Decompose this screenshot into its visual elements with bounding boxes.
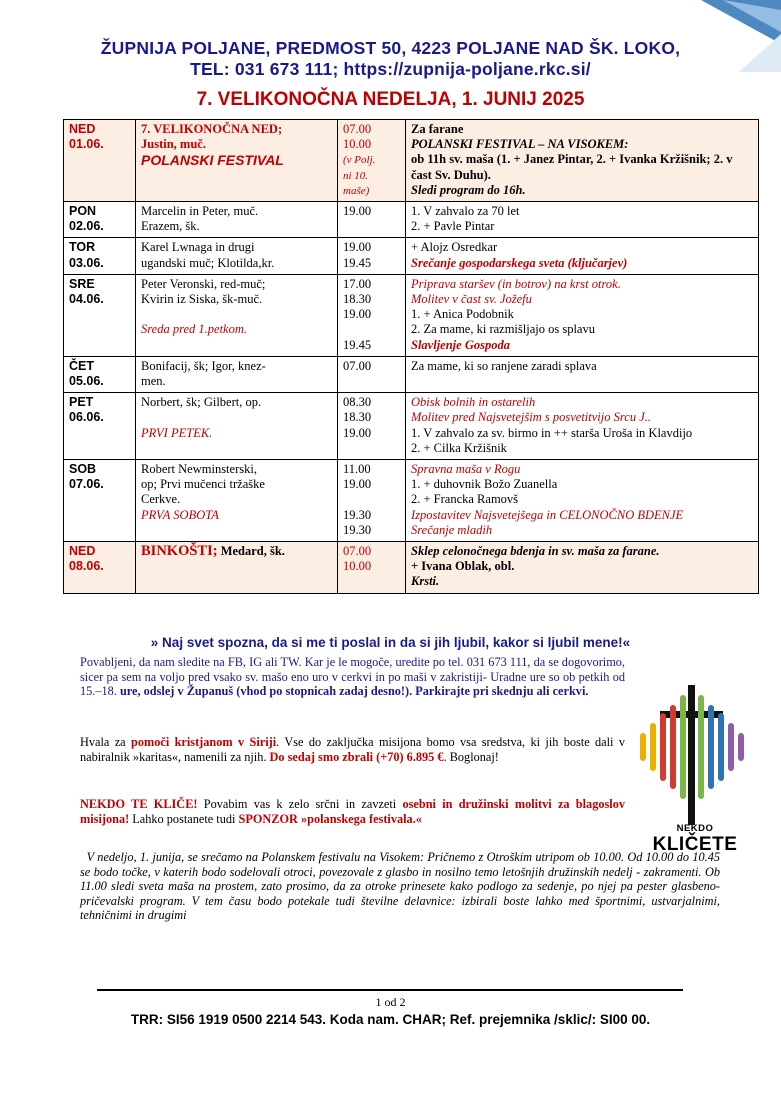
p3-highlight-1: NEKDO TE KLIČE! [80,797,198,811]
row-date: 03.06. [69,255,104,270]
time-value: 11.00 [343,462,371,477]
saint-main: BINKOŠTI; [141,543,218,560]
p3-highlight-2: osebni in družinski molitvi za blagoslov misijona! [80,797,626,826]
paragraph-announcements [80,655,625,699]
p3-text-a: Povabim vas k zelo srčni in zavzeti [197,797,403,811]
saint-line: men. [141,374,166,389]
saint-line: Marcelin in Peter, muč. [141,204,259,219]
row-day: ČET [69,358,94,373]
intention-line: 1. + Anica Podobnik [411,307,514,322]
time-value: 10.00 [343,559,372,574]
table-row [64,238,759,274]
intention-line: Slavljenje Gospoda [411,337,510,352]
row-day-cell [64,202,136,238]
parish-header [0,38,781,80]
schedule-table [63,119,759,594]
intention-line: POLANSKI FESTIVAL – NA VISOKEM: [411,137,629,152]
time-value: 19.30 [343,507,372,522]
time-value: 19.00 [343,240,372,255]
time-value: 19.45 [343,337,372,352]
table-row [64,460,759,542]
row-date: 07.06. [69,477,104,492]
row-day-cell [64,460,136,542]
row-saint-cell [136,238,338,274]
p4-text: V nedeljo, 1. junija, se srečamo na Polanskem festivalu na Visokem: Pričnemo z Otroškim utripom ob 10.00. Od 10.00 do 10.45 se bodo točke, v katerih bodo sodelovali otroci, povezovale z glasbo in nosilno temo letošnjih družinskih nedelj - zakramenti. Ob 11.00 sledi sveta maša na prostem, zato prosimo, da za otroke prinesete kako podlogo za sedenje, po njej pa pester glasbeno-pričevalski program. V tem času bodo potekale tudi številne delavnice: izbirali boste lahko med športnimi, ustvarjalnimi, tehničnimi in drugimi [80,850,720,923]
saint-line: Karel Lwnaga in drugi [141,240,255,255]
row-time-cell [338,393,406,460]
row-date: 02.06. [69,219,104,234]
row-time-cell [338,120,406,202]
table-row [64,202,759,238]
row-date: 04.06. [69,292,104,307]
logo-line-1: NEKDO [676,823,714,834]
row-saint-cell [136,120,338,202]
festival-name: POLANSKI FESTIVAL [141,152,284,169]
time-value: 19.00 [343,204,372,219]
bank-account-footer: TRR: SI56 1919 0500 2214 543. Koda nam. CHAR; Ref. prejemnika /sklic/: SI00 00. [130,1012,651,1027]
p1-text-a: Povabljeni, da nam sledite na FB, IG ali TW. Kar je le mogoče, uredite po tel. 031 673 111, da se dogovorimo, sicer pa sem na voljo pred vsako sv. mašo eno uro v cerkvi in po maši v zakristiji- Uradne ure so ob petkih od 15.–18. [80,655,625,699]
intention-line: Sledi program do 16h. [411,182,526,197]
row-saint-cell [136,274,338,356]
row-day: TOR [69,240,96,255]
logo-line-2: KLIČE [652,834,713,855]
saint-note: PRVA SOBOTA [141,507,219,522]
row-day: NED [69,544,96,559]
row-saint-cell [136,202,338,238]
parish-address-line: ŽUPNIJA POLJANE, PREDMOST 50, 4223 POLJANE NAD ŠK. LOKO, [100,38,681,58]
mission-logo-text [636,823,754,856]
time-value: 07.00 [343,122,372,136]
row-time-cell [338,542,406,594]
saint-line: Erazem, šk. [141,219,200,234]
row-saint-cell [136,356,338,392]
parish-contact-line: TEL: 031 673 111; https://zupnija-poljane.rkc.si/ [190,59,591,79]
table-row [64,356,759,392]
row-intention-cell [406,120,759,202]
table-row [64,542,759,594]
intention-line: 1. + duhovnik Božo Zuanella [411,477,558,492]
table-row [64,274,759,356]
saint-main: 7. VELIKONOČNA NED; [141,122,283,136]
saint-line: Robert Newminsterski, [141,462,257,477]
row-date: 08.06. [69,559,104,574]
gospel-quote: » Naj svet spozna, da si me ti poslal in da si jih ljubil, kakor si ljubil mene!« [150,635,631,650]
intention-line: 2. + Pavle Pintar [411,219,495,234]
intention-line: Za mame, ki so ranjene zaradi splava [411,358,597,373]
row-saint-cell [136,542,338,594]
row-time-cell [338,356,406,392]
intention-line: Spravna maša v Rogu [411,462,521,477]
intention-line: Izpostavitev Najsvetejšega in CELONOČNO BDENJE [411,507,684,522]
row-day: SOB [69,462,97,477]
table-row [64,393,759,460]
saint-note: Sreda pred 1.petkom. [141,322,247,337]
saint-line: Norbert, šk; Gilbert, op. [141,395,262,410]
row-saint-cell [136,460,338,542]
row-day-cell [64,356,136,392]
intention-line: Sklep celonočnega bdenja in sv. maša za farane. [411,544,660,559]
row-intention-cell [406,393,759,460]
p3-highlight-3: SPONZOR »polanskega festivala.« [238,811,422,826]
paragraph-syria [80,735,625,764]
paragraph-festival-info [80,850,720,923]
time-note: maše) [343,184,370,197]
row-day: SRE [69,276,95,291]
saint-line: Cerkve. [141,492,181,507]
saint-sub: Justin, muč. [141,137,206,152]
intention-line: 2. Za mame, ki razmišljajo os splavu [411,322,595,337]
p2-text-a: Hvala za [80,735,131,749]
saint-line: op; Prvi mučenci tržaške [141,477,265,492]
row-time-cell [338,460,406,542]
time-value: 19.00 [343,307,372,322]
row-time-cell [338,238,406,274]
intention-line: Srečanje mladih [411,522,493,537]
row-date: 01.06. [69,137,104,152]
intention-line: Priprava staršev (in botrov) na krst otrok. [411,276,621,291]
time-value: 08.30 [343,395,372,410]
intention-line: 1. V zahvalo za sv. birmo in ++ starša Uroša in Klavdijo [411,425,693,440]
intention-line: + Alojz Osredkar [411,240,498,255]
intention-line: 2. + Cilka Kržišnik [411,440,507,455]
intention-line: ob 11h sv. maša (1. + Janez Pintar, 2. + Ivanka Kržišnik; 2. v čast Sv. Duhu). [411,152,733,182]
time-value: 07.00 [343,358,372,373]
p2-text-c: . Boglonaj! [443,749,499,764]
intention-line: 1. V zahvalo za 70 let [411,204,520,219]
intention-line: 2. + Francka Ramovš [411,492,519,507]
row-day: NED [69,122,96,136]
row-day-cell [64,274,136,356]
row-date: 05.06. [69,374,104,389]
saint-sub: Medard, šk. [220,544,285,559]
row-date: 06.06. [69,410,104,425]
p2-highlight-2: Do sedaj smo zbrali (+70) 6.895 € [269,749,444,764]
intention-line: Molitev pred Najsvetejšim s posvetitvijo Srcu J.. [411,410,651,425]
saint-line: Bonifacij, šk; Igor, knez- [141,358,266,373]
saint-note: PRVI PETEK. [141,425,213,440]
row-day-cell [64,120,136,202]
page-number: 1 od 2 [375,995,406,1009]
time-value: 10.00 [343,137,372,152]
p3-text-b: Lahko postanete tudi [129,811,239,826]
p1-text-b: ure, odslej v Županuš (vhod po stopnicah zadaj desno!). Parkirajte pri skednju ali cerkvi. [119,684,589,699]
row-saint-cell [136,393,338,460]
row-day: PET [69,395,94,410]
time-value: 17.00 [343,276,372,291]
row-intention-cell [406,274,759,356]
row-day-cell [64,542,136,594]
time-value: 18.30 [343,410,372,425]
row-intention-cell [406,238,759,274]
paragraph-mission-call [80,797,625,826]
row-intention-cell [406,202,759,238]
row-intention-cell [406,460,759,542]
time-note: (v Polj. [343,154,376,167]
row-day: PON [69,204,97,219]
time-value: 19.45 [343,255,372,270]
intention-line: Za farane [411,122,464,136]
row-intention-cell [406,542,759,594]
time-value: 07.00 [343,544,372,559]
time-value: 18.30 [343,292,372,307]
time-note: ni 10. [343,169,369,182]
row-day-cell [64,238,136,274]
logo-line-te: TE [712,834,738,855]
row-time-cell [338,274,406,356]
row-day-cell [64,393,136,460]
time-value: 19.30 [343,522,372,537]
intention-line: Krsti. [411,574,440,589]
mission-logo [630,675,755,835]
time-value: 19.00 [343,477,372,492]
intention-line: Obisk bolnih in ostarelih [411,395,536,410]
intention-line: Molitev v čast sv. Jožefu [411,292,532,307]
time-value: 19.00 [343,425,372,440]
p2-highlight-1: pomoči kristjanom v Siriji [130,735,277,749]
footer-divider [97,989,683,991]
intention-line: Srečanje gospodarskega sveta (ključarjev) [411,255,628,270]
intention-line: + Ivana Oblak, obl. [411,559,515,574]
table-row [64,120,759,202]
saint-line: Peter Veronski, red-muč; [141,276,266,291]
saint-line: Kvirin iz Siska, šk-muč. [141,292,263,307]
page-title: 7. VELIKONOČNA NEDELJA, 1. JUNIJ 2025 [196,89,585,110]
row-time-cell [338,202,406,238]
p2-text-b: . Vse do zaključka misijona bomo vsa sredstva, ki jih boste dali v nabiralnik »karitas«, namenili za njih. [80,735,625,764]
row-intention-cell [406,356,759,392]
saint-line: ugandski muč; Klotilda,kr. [141,255,275,270]
